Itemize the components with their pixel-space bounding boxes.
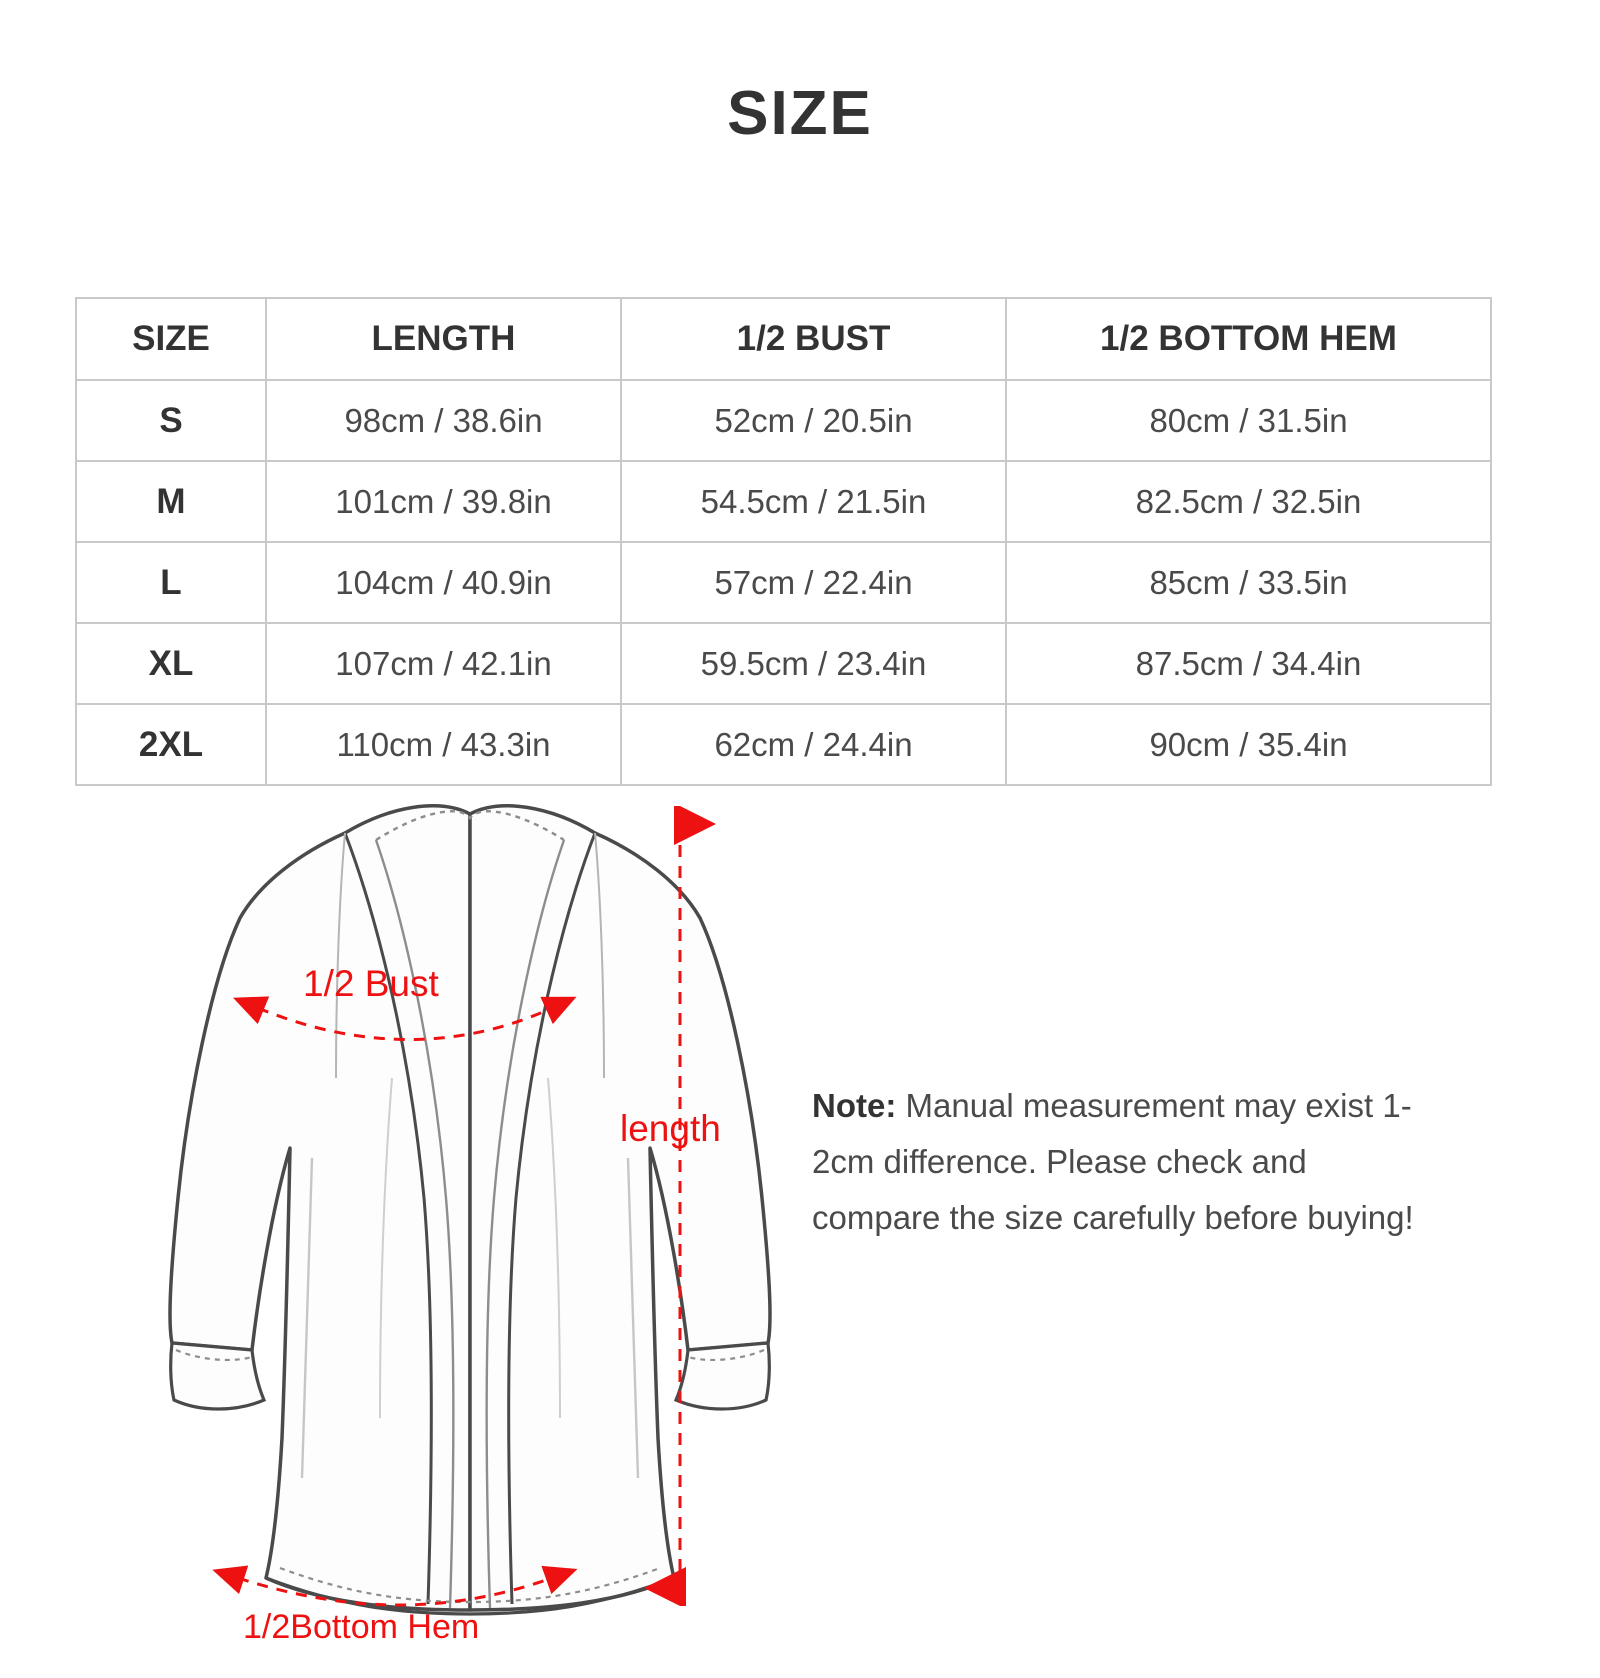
cell-half-bottom-hem: 85cm / 33.5in — [1006, 542, 1491, 623]
note-label: Note: — [812, 1087, 897, 1124]
cell-half-bottom-hem: 90cm / 35.4in — [1006, 704, 1491, 785]
cell-half-bust: 52cm / 20.5in — [621, 380, 1006, 461]
cell-length: 110cm / 43.3in — [266, 704, 621, 785]
note-text: Manual measurement may exist 1-2cm difference. Please check and compare the size carefully before buying! — [812, 1087, 1414, 1236]
column-header-half-bottom-hem: 1/2 BOTTOM HEM — [1006, 298, 1491, 380]
length-arrow — [640, 806, 720, 1606]
size-chart-table — [75, 297, 1490, 786]
table-row — [76, 461, 1491, 542]
cell-half-bust: 57cm / 22.4in — [621, 542, 1006, 623]
cell-half-bottom-hem: 87.5cm / 34.4in — [1006, 623, 1491, 704]
cell-size: L — [76, 542, 266, 623]
cell-size: M — [76, 461, 266, 542]
column-header-size: SIZE — [76, 298, 266, 380]
cell-half-bust: 62cm / 24.4in — [621, 704, 1006, 785]
cell-size: XL — [76, 623, 266, 704]
cell-length: 104cm / 40.9in — [266, 542, 621, 623]
table-row — [76, 542, 1491, 623]
cell-length: 98cm / 38.6in — [266, 380, 621, 461]
table-header-row — [76, 298, 1491, 380]
column-header-half-bust: 1/2 BUST — [621, 298, 1006, 380]
cell-length: 101cm / 39.8in — [266, 461, 621, 542]
column-header-length: LENGTH — [266, 298, 621, 380]
cell-size: 2XL — [76, 704, 266, 785]
garment-illustration — [140, 778, 840, 1638]
page-title: SIZE — [727, 79, 873, 148]
label-half-bottom-hem: 1/2Bottom Hem — [243, 1608, 480, 1646]
cell-length: 107cm / 42.1in — [266, 623, 621, 704]
cell-half-bottom-hem: 80cm / 31.5in — [1006, 380, 1491, 461]
table-row — [76, 704, 1491, 785]
table-row — [76, 380, 1491, 461]
cell-half-bust: 54.5cm / 21.5in — [621, 461, 1006, 542]
cell-half-bottom-hem: 82.5cm / 32.5in — [1006, 461, 1491, 542]
cell-half-bust: 59.5cm / 23.4in — [621, 623, 1006, 704]
cell-size: S — [76, 380, 266, 461]
label-half-bust: 1/2 Bust — [303, 963, 439, 1004]
label-length: length — [620, 1108, 721, 1149]
table-row — [76, 623, 1491, 704]
note-block — [812, 1078, 1442, 1246]
